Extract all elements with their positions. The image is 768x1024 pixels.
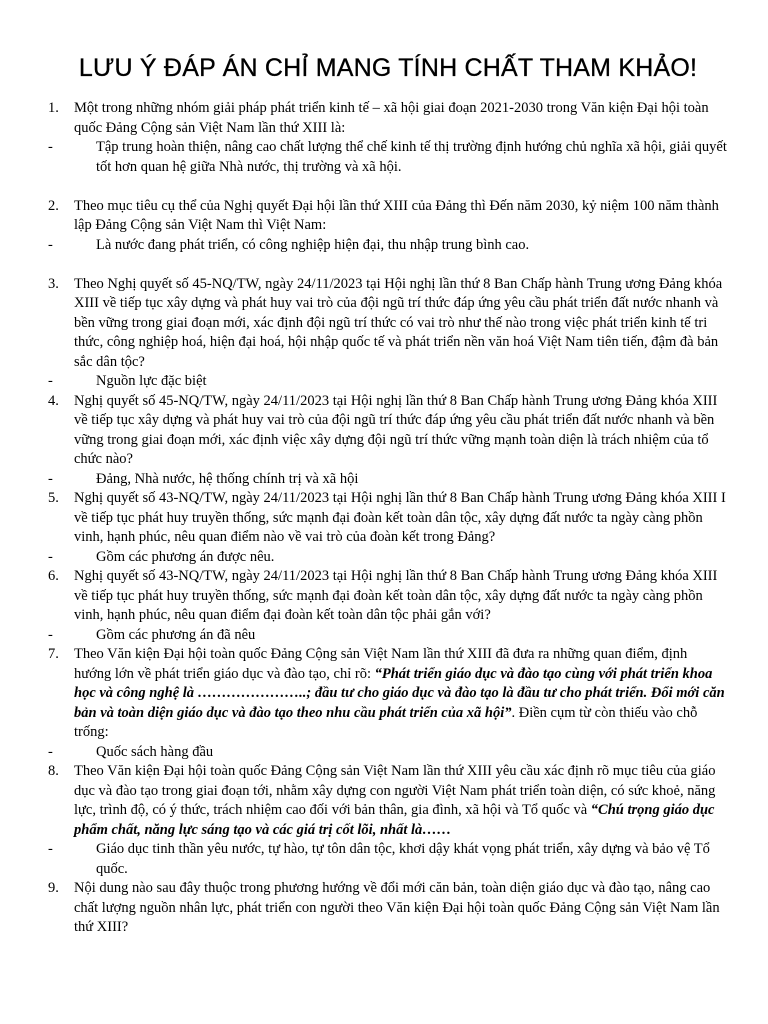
answer-item (48, 548, 728, 568)
question-number: 4. (48, 392, 59, 409)
question-number: 1. (48, 100, 59, 116)
answer-marker: - (48, 470, 53, 487)
question-text-tail: . Điền cụm từ còn thiếu vào chỗ trống: (74, 704, 698, 740)
answer-item (48, 626, 728, 646)
answer-text: Gồm các phương án được nêu. (96, 548, 275, 565)
question-number: 9. (48, 880, 59, 896)
question-number: 5. (48, 490, 59, 506)
question-text: Nghị quyết số 43-NQ/TW, ngày 24/11/2023 tại Hội nghị lần thứ 8 Ban Chấp hành Trung ương Đảng khóa XIII về tiếp tục phát huy truyền thống, sức mạnh đại đoàn kết toàn dân tộc, xây dựng đất nước ta ngày càng phồn vinh, hạnh phúc, nêu quan điểm đại đoàn kết toàn dân tộc phải gắn với? (74, 568, 718, 623)
answer-marker: - (48, 626, 53, 643)
answer-item (48, 138, 728, 177)
question-text (74, 762, 728, 840)
question-text: Theo mục tiêu cụ thể của Nghị quyết Đại hội lần thứ XIII của Đảng thì Đến năm 2030, kỷ niệm 100 năm thành lập Đảng Cộng sản Việt Nam thì Việt Nam: (74, 197, 719, 233)
answer-marker: - (48, 841, 53, 857)
question-text (74, 645, 728, 743)
question-number: 2. (48, 197, 59, 214)
question-item-7 (48, 645, 728, 762)
answer-text: Là nước đang phát triển, có công nghiệp hiện đại, thu nhập trung bình cao. (96, 236, 530, 253)
question-number: 8. (48, 763, 59, 779)
answer-item (48, 840, 728, 879)
question-number: 3. (48, 275, 59, 292)
answer-marker: - (48, 743, 53, 760)
answer-item (48, 470, 728, 490)
answer-item (48, 743, 728, 763)
answer-text: Đảng, Nhà nước, hệ thống chính trị và xã hội (96, 470, 359, 487)
question-text-lead: Theo Văn kiện Đại hội toàn quốc Đảng Cộng sản Việt Nam lần thứ XIII đã đưa ra những quan điểm, định hướng lớn về phát triển giáo dục và đào tạo, chỉ rõ: (74, 646, 688, 682)
question-number: 7. (48, 646, 59, 662)
answer-marker: - (48, 236, 53, 253)
answer-marker: - (48, 373, 53, 389)
answer-text: Tập trung hoàn thiện, nâng cao chất lượng thể chế kinh tế thị trường định hướng chủ nghĩa xã hội, giải quyết tốt hơn quan hệ giữa Nhà nước, thị trường và xã hội. (96, 139, 727, 175)
question-text: Nội dung nào sau đây thuộc trong phương hướng về đổi mới căn bản, toàn diện giáo dục và đào tạo, nâng cao chất lượng nguồn nhân lực, phát triển con người theo Văn kiện Đại hội toàn quốc Đảng Cộng sản Việt Nam lần thứ XIII? (74, 880, 720, 935)
answer-marker: - (48, 548, 53, 565)
question-quote-emphasis: “Chú trọng giáo dục phẩm chất, năng lực sáng tạo và các giá trị cốt lõi, nhất là…… (74, 802, 715, 838)
question-text: Nghị quyết số 45-NQ/TW, ngày 24/11/2023 tại Hội nghị lần thứ 8 Ban Chấp hành Trung ương Đảng khóa XIII về tiếp tục xây dựng và phát huy vai trò của đội ngũ trí thức đáp ứng yêu cầu phát triển đất nước nhanh và bền vững trong giai đoạn mới, xác định việc xây dựng đội ngũ trí thức vững mạnh toàn diện là trách nhiệm của tổ chức nào? (74, 392, 718, 467)
question-item-8 (48, 762, 728, 879)
question-item-6 (48, 567, 728, 645)
answer-text: Gồm các phương án đã nêu (96, 626, 256, 643)
question-item-4 (48, 392, 728, 490)
answer-marker: - (48, 139, 53, 155)
question-item-5 (48, 489, 728, 567)
question-item-9 (48, 879, 728, 938)
question-item-3 (48, 275, 728, 392)
answer-text: Quốc sách hàng đầu (96, 743, 214, 760)
answer-text: Giáo dục tinh thần yêu nước, tự hào, tự tôn dân tộc, khơi dậy khát vọng phát triển, xây dựng và bảo vệ Tổ quốc. (96, 841, 710, 877)
question-text: Nghị quyết số 43-NQ/TW, ngày 24/11/2023 tại Hội nghị lần thứ 8 Ban Chấp hành Trung ương Đảng khóa XIII I về tiếp tục phát huy truyền thống, sức mạnh đại đoàn kết toàn dân tộc, xây dựng đất nước ta ngày càng phồn vinh, hạnh phúc, nêu quan điểm nào về vai trò của đoàn kết trong Đảng? (74, 490, 726, 545)
question-quote-emphasis: “Phát triển giáo dục và đào tạo cùng với phát triển khoa học và công nghệ là …………………..; đầu tư cho giáo dục và đào tạo là đầu tư cho phát triển. Đổi mới căn bản và toàn diện giáo dục và đào tạo theo nhu cầu phát triển của xã hội” (74, 665, 725, 721)
question-item-2 (48, 197, 728, 256)
answer-item (48, 372, 728, 392)
question-text: Một trong những nhóm giải pháp phát triển kinh tế – xã hội giai đoạn 2021-2030 trong Văn kiện Đại hội toàn quốc Đảng Cộng sản Việt Nam lần thứ XIII là: (74, 100, 709, 136)
answer-item (48, 236, 728, 256)
question-text-lead: Theo Văn kiện Đại hội toàn quốc Đảng Cộng sản Việt Nam lần thứ XIII yêu cầu xác định rõ mục tiêu của giáo dục và đào tạo trong giai đoạn tới, nhằm xây dựng con người Việt Nam phát triển toàn diện, có sức khoẻ, năng lực, trình độ, có ý thức, trách nhiệm cao đối với bản thân, gia đình, xã hội và Tổ quốc và (74, 763, 716, 818)
question-text: Theo Nghị quyết số 45-NQ/TW, ngày 24/11/2023 tại Hội nghị lần thứ 8 Ban Chấp hành Trung ương Đảng khóa XIII về tiếp tục xây dựng và phát huy vai trò của đội ngũ trí thức đáp ứng yêu cầu phát triển đất nước nhanh và bền vững trong giai đoạn mới, xác định đội ngũ trí thức có vai trò như thế nào trong việc phát triển kinh tế tri thức, công nghiệp hoá, hiện đại hoá, hội nhập quốc tế và phát triển nền văn hoá Việt Nam tiên tiến, đậm đà bản sắc dân tộc? (74, 275, 723, 370)
page-title: LƯU Ý ĐÁP ÁN CHỈ MANG TÍNH CHẤT THAM KHẢO! (78, 54, 698, 82)
question-number: 6. (48, 568, 59, 584)
answer-text: Nguồn lực đặc biệt (96, 373, 207, 389)
question-item-1 (48, 99, 728, 177)
